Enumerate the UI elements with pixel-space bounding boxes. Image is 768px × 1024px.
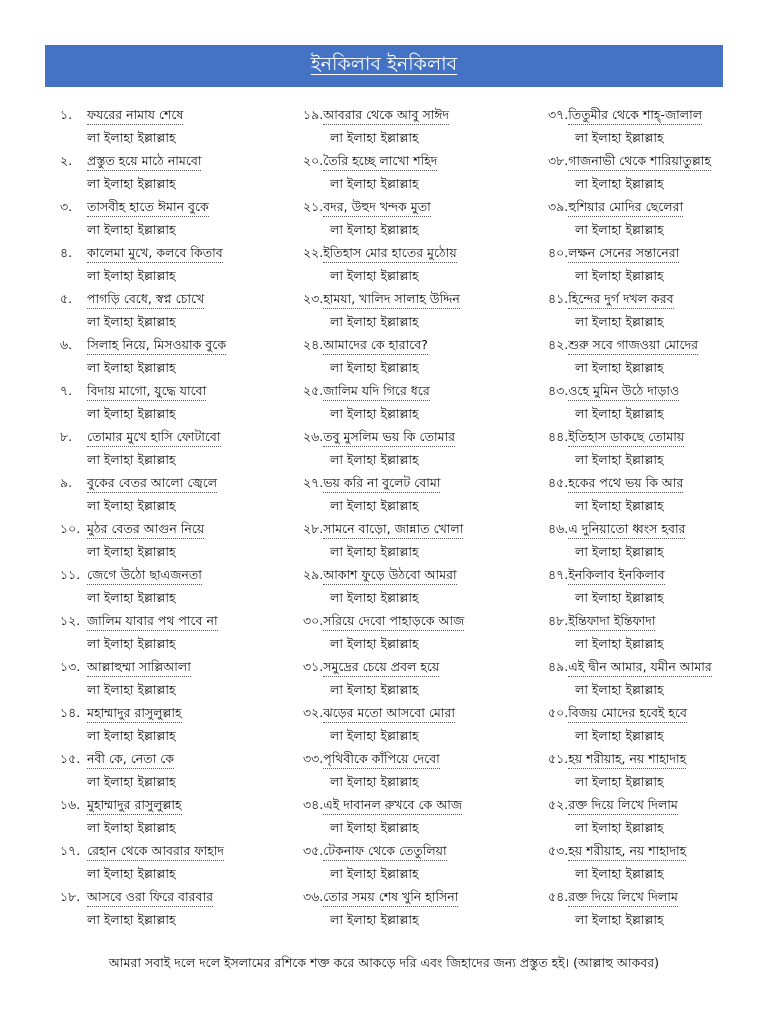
slogan-line bbox=[548, 655, 768, 678]
slogan-entry bbox=[303, 747, 533, 793]
slogan-entry bbox=[60, 701, 290, 747]
slogan-entry bbox=[548, 747, 768, 793]
slogan-number: ১০. bbox=[60, 521, 81, 536]
slogan-line bbox=[303, 241, 533, 264]
slogan-line bbox=[548, 103, 768, 126]
slogan-entry bbox=[303, 333, 533, 379]
slogan-text: মহাম্মাদুর রাসুলুল্লাহ bbox=[87, 704, 182, 723]
slogan-entry bbox=[548, 149, 768, 195]
slogan-refrain: লা ইলাহা ইল্লাল্লাহ bbox=[575, 452, 664, 467]
slogan-number: ২৬. bbox=[303, 429, 324, 444]
slogan-text: ফযরের নামায শেষে bbox=[87, 106, 183, 125]
slogan-number: ৪৯. bbox=[548, 659, 569, 674]
slogan-line bbox=[548, 333, 768, 356]
slogan-refrain: লা ইলাহা ইল্লাল্লাহ bbox=[87, 728, 176, 743]
slogan-entry bbox=[303, 701, 533, 747]
slogan-number: ১. bbox=[60, 107, 73, 122]
slogan-entry bbox=[548, 655, 768, 701]
slogan-entry bbox=[303, 241, 533, 287]
slogan-line bbox=[548, 517, 768, 540]
slogan-number: ৮. bbox=[60, 429, 73, 444]
slogan-refrain: লা ইলাহা ইল্লাল্লাহ bbox=[575, 222, 664, 237]
slogan-text: আকাশ ফুড়ে উঠবো আমরা bbox=[323, 566, 456, 585]
slogan-entry bbox=[60, 747, 290, 793]
slogan-number: ৪. bbox=[60, 245, 73, 260]
slogan-number: ৪২. bbox=[548, 337, 569, 352]
slogan-refrain: লা ইলাহা ইল্লাল্লাহ bbox=[87, 222, 176, 237]
slogan-line bbox=[548, 195, 768, 218]
slogan-text: লক্ষন সেনের সন্তানেরা bbox=[568, 244, 679, 263]
slogan-number: ৩১. bbox=[303, 659, 324, 674]
slogan-line bbox=[303, 471, 533, 494]
slogan-text: আবরার থেকে আবু সাঈদ bbox=[323, 106, 449, 125]
slogan-entry bbox=[60, 609, 290, 655]
slogan-number: ৩৪. bbox=[303, 797, 324, 812]
slogan-text: জালিম যদি গিরে ধরে bbox=[323, 382, 429, 401]
slogan-refrain: লা ইলাহা ইল্লাল্লাহ bbox=[330, 314, 419, 329]
slogan-text: মুঠর বেতর আগুন নিয়ে bbox=[87, 520, 204, 539]
slogan-column-3 bbox=[548, 103, 768, 931]
slogan-entry bbox=[303, 425, 533, 471]
slogan-column-1 bbox=[60, 103, 290, 931]
slogan-entry bbox=[60, 241, 290, 287]
slogan-entry bbox=[303, 149, 533, 195]
slogan-line bbox=[303, 333, 533, 356]
slogan-line bbox=[60, 195, 290, 218]
slogan-text: হকের পথে ভয় কি আর bbox=[568, 474, 683, 493]
slogan-refrain: লা ইলাহা ইল্লাল্লাহ bbox=[575, 682, 664, 697]
slogan-text: এ দুনিয়াতো ধ্বংস হবার bbox=[568, 520, 685, 539]
slogan-refrain: লা ইলাহা ইল্লাল্লাহ bbox=[575, 774, 664, 789]
slogan-entry bbox=[60, 517, 290, 563]
slogan-refrain: লা ইলাহা ইল্লাল্লাহ bbox=[575, 912, 664, 927]
slogan-entry bbox=[548, 471, 768, 517]
slogan-number: ৫. bbox=[60, 291, 73, 306]
slogan-refrain: লা ইলাহা ইল্লাল্লাহ bbox=[87, 130, 176, 145]
slogan-number: ৭. bbox=[60, 383, 73, 398]
page-title: ইনকিলাব ইনকিলাব bbox=[310, 53, 458, 75]
title-banner bbox=[45, 45, 723, 87]
slogan-refrain: লা ইলাহা ইল্লাল্লাহ bbox=[330, 820, 419, 835]
slogan-entry bbox=[548, 103, 768, 149]
slogan-text: কালেমা মুখে, কলবে কিতাব bbox=[87, 244, 223, 263]
slogan-line bbox=[303, 287, 533, 310]
slogan-refrain: লা ইলাহা ইল্লাল্লাহ bbox=[87, 360, 176, 375]
slogan-number: ৩. bbox=[60, 199, 73, 214]
slogan-text: বদর, উহুদ খন্দক মুতা bbox=[323, 198, 431, 217]
slogan-text: জালিম যাবার পথ পাবে না bbox=[87, 612, 218, 631]
slogan-text: শুরু সবে গাজওয়া মোদের bbox=[568, 336, 698, 355]
slogan-line bbox=[303, 379, 533, 402]
slogan-entry bbox=[60, 563, 290, 609]
slogan-entry bbox=[548, 885, 768, 931]
slogan-refrain: লা ইলাহা ইল্লাল্লাহ bbox=[330, 176, 419, 191]
slogan-line bbox=[60, 425, 290, 448]
slogan-refrain: লা ইলাহা ইল্লাল্লাহ bbox=[575, 314, 664, 329]
slogan-text: ইতিহাস মোর হাতের মুঠোয় bbox=[323, 244, 456, 263]
slogan-refrain: লা ইলাহা ইল্লাল্লাহ bbox=[330, 636, 419, 651]
slogan-text: হুশিয়ার মোদির ছেলেরা bbox=[568, 198, 683, 217]
slogan-refrain: লা ইলাহা ইল্লাল্লাহ bbox=[87, 544, 176, 559]
slogan-text: পৃথিবীকে কাঁপিয়ে দেবো bbox=[323, 750, 439, 769]
slogan-entry bbox=[548, 701, 768, 747]
slogan-refrain: লা ইলাহা ইল্লাল্লাহ bbox=[330, 682, 419, 697]
slogan-entry bbox=[60, 655, 290, 701]
slogan-text: তোমার মুখে হাসি ফোটাবো bbox=[87, 428, 221, 447]
slogan-number: ২. bbox=[60, 153, 73, 168]
slogan-text: এই দাবানল রুখবে কে আজ bbox=[323, 796, 462, 815]
slogan-refrain: লা ইলাহা ইল্লাল্লাহ bbox=[87, 774, 176, 789]
slogan-line bbox=[60, 747, 290, 770]
slogan-refrain: লা ইলাহা ইল্লাল্লাহ bbox=[330, 866, 419, 881]
slogan-line bbox=[303, 517, 533, 540]
slogan-text: মুহাম্মাদুর রাসুলুল্লাহ bbox=[87, 796, 182, 815]
slogan-line bbox=[548, 793, 768, 816]
slogan-number: ২২. bbox=[303, 245, 324, 260]
slogan-entry bbox=[548, 563, 768, 609]
slogan-entry bbox=[303, 885, 533, 931]
slogan-line bbox=[60, 839, 290, 862]
slogan-text: পাগড়ি বেধে, স্বপ্ন চোখে bbox=[87, 290, 204, 309]
slogan-refrain: লা ইলাহা ইল্লাল্লাহ bbox=[330, 590, 419, 605]
slogan-entry bbox=[60, 885, 290, 931]
slogan-refrain: লা ইলাহা ইল্লাল্লাহ bbox=[575, 176, 664, 191]
slogan-refrain: লা ইলাহা ইল্লাল্লাহ bbox=[330, 222, 419, 237]
slogan-text: আল্লাহুম্মা সাল্লিআলা bbox=[87, 658, 191, 677]
slogan-line bbox=[60, 379, 290, 402]
slogan-text: ঝড়ের মতো আসবো মোরা bbox=[323, 704, 455, 723]
slogan-number: ৫১. bbox=[548, 751, 569, 766]
slogan-line bbox=[303, 563, 533, 586]
slogan-entry bbox=[303, 195, 533, 241]
slogan-line bbox=[548, 609, 768, 632]
slogan-refrain: লা ইলাহা ইল্লাল্লাহ bbox=[330, 452, 419, 467]
slogan-number: ৩৫. bbox=[303, 843, 324, 858]
slogan-entry bbox=[303, 379, 533, 425]
slogan-number: ৩৭. bbox=[548, 107, 569, 122]
slogan-line bbox=[303, 195, 533, 218]
slogan-text: হয় শরীয়াহ, নয় শাহাদাহ bbox=[568, 750, 686, 769]
slogan-entry bbox=[548, 195, 768, 241]
slogan-text: নবী কে, নেতা কে bbox=[87, 750, 174, 769]
slogan-refrain: লা ইলাহা ইল্লাল্লাহ bbox=[330, 774, 419, 789]
slogan-entry bbox=[548, 425, 768, 471]
slogan-text: তবু মুসলিম ভয় কি তোমার bbox=[323, 428, 455, 447]
slogan-line bbox=[60, 609, 290, 632]
slogan-number: ৩৬. bbox=[303, 889, 324, 904]
slogan-line bbox=[548, 701, 768, 724]
slogan-line bbox=[60, 241, 290, 264]
slogan-refrain: লা ইলাহা ইল্লাল্লাহ bbox=[87, 866, 176, 881]
slogan-line bbox=[303, 701, 533, 724]
slogan-refrain: লা ইলাহা ইল্লাল্লাহ bbox=[87, 590, 176, 605]
slogan-number: ১৩. bbox=[60, 659, 81, 674]
slogan-refrain: লা ইলাহা ইল্লাল্লাহ bbox=[87, 498, 176, 513]
slogan-line bbox=[548, 241, 768, 264]
slogan-number: ৫২. bbox=[548, 797, 569, 812]
slogan-columns bbox=[0, 103, 768, 933]
slogan-number: ২৫. bbox=[303, 383, 324, 398]
slogan-text: আমাদের কে হারাবে? bbox=[323, 336, 428, 355]
slogan-refrain: লা ইলাহা ইল্লাল্লাহ bbox=[330, 498, 419, 513]
slogan-line bbox=[303, 747, 533, 770]
slogan-entry bbox=[60, 149, 290, 195]
slogan-text: তোর সময় শেষ খুনি হাসিনা bbox=[323, 888, 458, 907]
slogan-entry bbox=[548, 609, 768, 655]
slogan-text: সিলাহ নিয়ে, মিসওয়াক বুকে bbox=[87, 336, 226, 355]
slogan-text: তৈরি হচ্ছে লাখো শহিদ bbox=[323, 152, 437, 171]
slogan-line bbox=[548, 287, 768, 310]
slogan-number: ৪০. bbox=[548, 245, 569, 260]
slogan-text: বিদায় মাগো, যুদ্ধে যাবো bbox=[87, 382, 206, 401]
slogan-line bbox=[60, 563, 290, 586]
slogan-line bbox=[548, 747, 768, 770]
slogan-line bbox=[303, 793, 533, 816]
slogan-refrain: লা ইলাহা ইল্লাল্লাহ bbox=[330, 406, 419, 421]
slogan-line bbox=[60, 471, 290, 494]
slogan-column-2 bbox=[303, 103, 533, 931]
slogan-number: ৫০. bbox=[548, 705, 569, 720]
slogan-refrain: লা ইলাহা ইল্লাল্লাহ bbox=[575, 636, 664, 651]
slogan-refrain: লা ইলাহা ইল্লাল্লাহ bbox=[330, 912, 419, 927]
slogan-number: ৪৪. bbox=[548, 429, 569, 444]
slogan-entry bbox=[303, 471, 533, 517]
slogan-refrain: লা ইলাহা ইল্লাল্লাহ bbox=[575, 268, 664, 283]
slogan-number: ৪৬. bbox=[548, 521, 569, 536]
slogan-refrain: লা ইলাহা ইল্লাল্লাহ bbox=[575, 406, 664, 421]
slogan-entry bbox=[303, 287, 533, 333]
slogan-entry bbox=[60, 103, 290, 149]
slogan-line bbox=[60, 517, 290, 540]
slogan-line bbox=[548, 379, 768, 402]
slogan-entry bbox=[548, 241, 768, 287]
slogan-refrain: লা ইলাহা ইল্লাল্লাহ bbox=[575, 866, 664, 881]
slogan-line bbox=[548, 149, 768, 172]
slogan-number: ২০. bbox=[303, 153, 324, 168]
slogan-line bbox=[548, 885, 768, 908]
slogan-refrain: লা ইলাহা ইল্লাল্লাহ bbox=[575, 820, 664, 835]
slogan-entry bbox=[303, 563, 533, 609]
slogan-entry bbox=[60, 425, 290, 471]
slogan-refrain: লা ইলাহা ইল্লাল্লাহ bbox=[87, 452, 176, 467]
slogan-refrain: লা ইলাহা ইল্লাল্লাহ bbox=[575, 728, 664, 743]
slogan-number: ১২. bbox=[60, 613, 81, 628]
footer-text: আমরা সবাই দলে দলে ইসলামের রশিকে শক্ত করে আকড়ে দরি এবং জিহাদের জন্য প্রস্তুত হই। (আল্লাহু আকবর) bbox=[108, 955, 660, 970]
slogan-line bbox=[303, 425, 533, 448]
slogan-number: ২১. bbox=[303, 199, 324, 214]
slogan-number: ১৮. bbox=[60, 889, 81, 904]
slogan-number: ৩২. bbox=[303, 705, 324, 720]
slogan-text: তিতুমীর থেকে শাহ্‌-জালাল bbox=[568, 106, 702, 125]
slogan-text: প্রস্তুত হয়ে মাঠে নামবো bbox=[87, 152, 201, 171]
slogan-text: রক্ত দিয়ে লিখে দিলাম bbox=[568, 796, 678, 815]
slogan-line bbox=[60, 333, 290, 356]
slogan-line bbox=[548, 425, 768, 448]
slogan-entry bbox=[60, 287, 290, 333]
slogan-entry bbox=[548, 517, 768, 563]
slogan-refrain: লা ইলাহা ইল্লাল্লাহ bbox=[330, 360, 419, 375]
slogan-refrain: লা ইলাহা ইল্লাল্লাহ bbox=[575, 360, 664, 375]
slogan-number: ১৫. bbox=[60, 751, 81, 766]
slogan-number: ৪৭. bbox=[548, 567, 569, 582]
slogan-refrain: লা ইলাহা ইল্লাল্লাহ bbox=[330, 544, 419, 559]
slogan-text: ইতিহাস ডাকছে তোমায় bbox=[568, 428, 684, 447]
slogan-number: ২৮. bbox=[303, 521, 324, 536]
slogan-number: ২৪. bbox=[303, 337, 324, 352]
slogan-text: আসবে ওরা ফিরে বারবার bbox=[87, 888, 213, 907]
slogan-entry bbox=[303, 839, 533, 885]
slogan-text: গাজনাভী থেকে শারিয়াতুল্লাহ bbox=[568, 152, 711, 171]
slogan-number: ৫৩. bbox=[548, 843, 569, 858]
slogan-line bbox=[303, 149, 533, 172]
slogan-entry bbox=[60, 333, 290, 379]
slogan-number: ৬. bbox=[60, 337, 73, 352]
slogan-entry bbox=[548, 793, 768, 839]
slogan-refrain: লা ইলাহা ইল্লাল্লাহ bbox=[87, 314, 176, 329]
slogan-refrain: লা ইলাহা ইল্লাল্লাহ bbox=[575, 130, 664, 145]
slogan-line bbox=[303, 609, 533, 632]
slogan-line bbox=[60, 701, 290, 724]
slogan-text: ওহে মুমিন উঠে দাড়াও bbox=[568, 382, 679, 401]
slogan-entry bbox=[60, 379, 290, 425]
slogan-number: ৪৫. bbox=[548, 475, 569, 490]
slogan-number: ২৭. bbox=[303, 475, 324, 490]
slogan-text: বিজয় মোদের হবেই হবে bbox=[568, 704, 687, 723]
slogan-number: ৩৯. bbox=[548, 199, 569, 214]
slogan-refrain: লা ইলাহা ইল্লাল্লাহ bbox=[575, 590, 664, 605]
slogan-text: হামযা, খালিদ সালাহ উদ্দিন bbox=[323, 290, 460, 309]
slogan-text: রক্ত দিয়ে লিখে দিলাম bbox=[568, 888, 678, 907]
slogan-refrain: লা ইলাহা ইল্লাল্লাহ bbox=[87, 406, 176, 421]
slogan-refrain: লা ইলাহা ইল্লাল্লাহ bbox=[330, 130, 419, 145]
slogan-text: সামনে বাড়ো, জান্নাত খোলা bbox=[323, 520, 463, 539]
slogan-number: ১১. bbox=[60, 567, 81, 582]
slogan-number: ৪৩. bbox=[548, 383, 569, 398]
slogan-refrain: লা ইলাহা ইল্লাল্লাহ bbox=[87, 268, 176, 283]
slogan-number: ৩৮. bbox=[548, 153, 569, 168]
slogan-text: সরিয়ে দেবো পাহাড়কে আজ bbox=[323, 612, 464, 631]
slogan-entry bbox=[60, 839, 290, 885]
slogan-refrain: লা ইলাহা ইল্লাল্লাহ bbox=[87, 912, 176, 927]
slogan-entry bbox=[303, 793, 533, 839]
slogan-number: ১৯. bbox=[303, 107, 324, 122]
slogan-entry bbox=[60, 195, 290, 241]
slogan-text: হিন্দের দুর্গ দখল করব bbox=[568, 290, 673, 309]
slogan-number: ৪১. bbox=[548, 291, 569, 306]
slogan-text: হয় শরীয়াহ, নয় শাহাদাহ bbox=[568, 842, 686, 861]
slogan-line bbox=[548, 563, 768, 586]
slogan-entry bbox=[60, 793, 290, 839]
slogan-number: ২৩. bbox=[303, 291, 324, 306]
slogan-line bbox=[303, 655, 533, 678]
slogan-number: ৩৩. bbox=[303, 751, 324, 766]
slogan-entry bbox=[60, 471, 290, 517]
slogan-entry bbox=[548, 333, 768, 379]
slogan-number: ১৪. bbox=[60, 705, 81, 720]
slogan-number: ১৬. bbox=[60, 797, 81, 812]
slogan-number: ১৭. bbox=[60, 843, 81, 858]
slogan-entry bbox=[303, 655, 533, 701]
slogan-number: ৪৮. bbox=[548, 613, 569, 628]
slogan-refrain: লা ইলাহা ইল্লাল্লাহ bbox=[87, 820, 176, 835]
slogan-number: ৯. bbox=[60, 475, 73, 490]
slogan-line bbox=[303, 839, 533, 862]
slogan-number: ৩০. bbox=[303, 613, 324, 628]
slogan-refrain: লা ইলাহা ইল্লাল্লাহ bbox=[575, 544, 664, 559]
slogan-line bbox=[548, 839, 768, 862]
slogan-refrain: লা ইলাহা ইল্লাল্লাহ bbox=[87, 636, 176, 651]
slogan-refrain: লা ইলাহা ইল্লাল্লাহ bbox=[330, 728, 419, 743]
slogan-line bbox=[303, 885, 533, 908]
slogan-line bbox=[303, 103, 533, 126]
slogan-line bbox=[60, 793, 290, 816]
slogan-entry bbox=[303, 103, 533, 149]
slogan-text: জেগে উঠো ছাএজনতা bbox=[87, 566, 202, 585]
slogan-line bbox=[60, 149, 290, 172]
slogan-entry bbox=[303, 609, 533, 655]
slogan-entry bbox=[548, 839, 768, 885]
slogan-refrain: লা ইলাহা ইল্লাল্লাহ bbox=[87, 682, 176, 697]
slogan-line bbox=[60, 655, 290, 678]
slogan-text: ইনকিলাব ইনকিলাব bbox=[568, 566, 664, 585]
slogan-entry bbox=[548, 379, 768, 425]
slogan-line bbox=[548, 471, 768, 494]
slogan-text: ভয় করি না বুলেট বোমা bbox=[323, 474, 440, 493]
slogan-refrain: লা ইলাহা ইল্লাল্লাহ bbox=[575, 498, 664, 513]
slogan-entry bbox=[303, 517, 533, 563]
slogan-text: ইন্তিফাদা ইন্তিফাদা bbox=[568, 612, 655, 631]
slogan-line bbox=[60, 287, 290, 310]
slogan-text: তাসবীহ হাতে ঈমান বুকে bbox=[87, 198, 209, 217]
slogan-text: সমুদ্রের চেয়ে প্রবল হয়ে bbox=[323, 658, 439, 677]
slogan-line bbox=[60, 885, 290, 908]
slogan-refrain: লা ইলাহা ইল্লাল্লাহ bbox=[330, 268, 419, 283]
slogan-text: টেকনাফ থেকে তেতুলিয়া bbox=[323, 842, 446, 861]
slogan-text: বুকের বেতর আলো জ্বেলে bbox=[87, 474, 217, 493]
slogan-entry bbox=[548, 287, 768, 333]
slogan-number: ৫৪. bbox=[548, 889, 569, 904]
slogan-number: ২৯. bbox=[303, 567, 324, 582]
slogan-text: রেহান থেকে আবরার ফাহাদ bbox=[87, 842, 224, 861]
slogan-line bbox=[60, 103, 290, 126]
slogan-refrain: লা ইলাহা ইল্লাল্লাহ bbox=[87, 176, 176, 191]
slogan-text: এই দ্বীন আমার, যমীন আমার bbox=[568, 658, 712, 677]
